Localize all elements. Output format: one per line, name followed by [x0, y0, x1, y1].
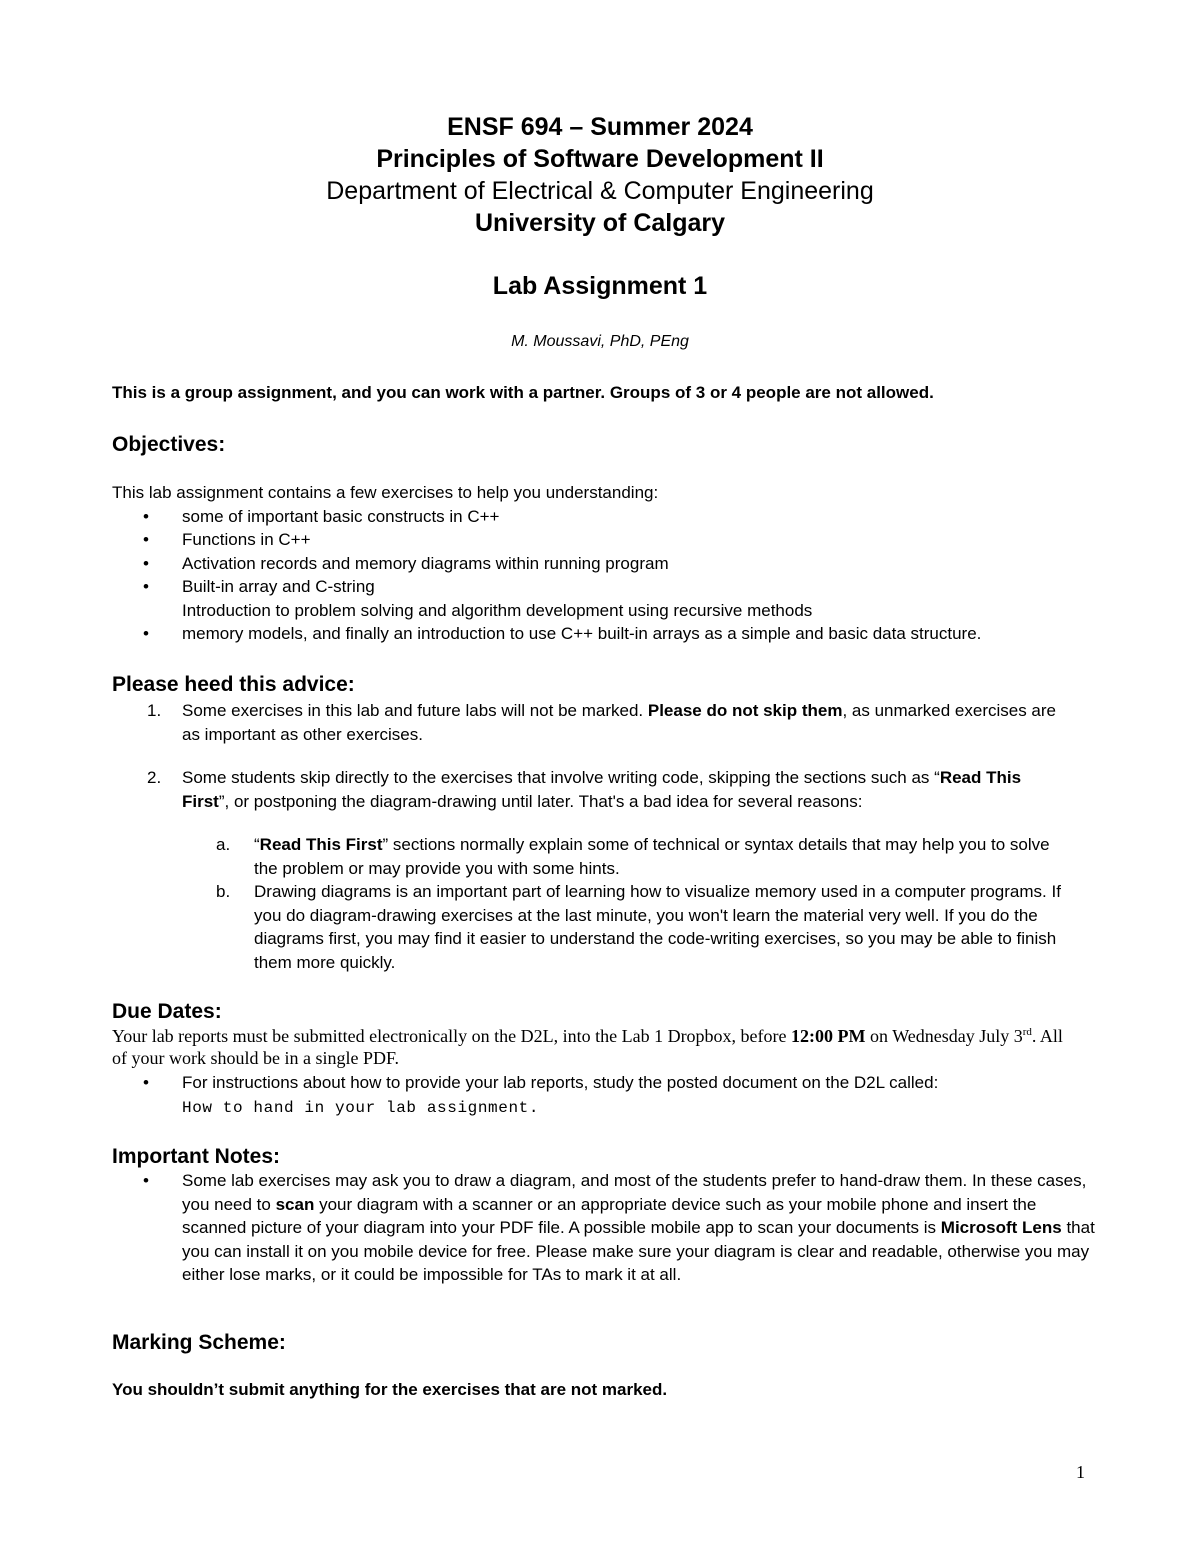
- department: Department of Electrical & Computer Engineering: [326, 177, 874, 205]
- notes-section: [112, 1169, 1102, 1287]
- advice-sub-a: a. “Read This First” sections normally explain some of technical or syntax details that may help you to solve the problem or may provide you with some hints.: [216, 835, 1050, 878]
- bullet: •: [143, 553, 149, 573]
- group-note: This is a group assignment, and you can work with a partner. Groups of 3 or 4 people are not allowed.: [112, 383, 934, 402]
- list-item: • some of important basic constructs in C++: [112, 505, 1112, 529]
- doc-name: How to hand in your lab assignment.: [182, 1098, 540, 1117]
- course-code: ENSF 694 – Summer 2024: [447, 113, 753, 141]
- notes-heading: Important Notes:: [112, 1145, 280, 1168]
- advice-sub-b: b. Drawing diagrams is an important part of learning how to visualize memory used in a computer programs. If you do diagram-drawing exercises at the last minute, you won't learn the material very well. If you do the diagrams first, you may find it easier to understand the code-writing exercises, so you may be able to finish them more quickly.: [216, 882, 1061, 972]
- course-title: Principles of Software Development II: [376, 145, 824, 173]
- list-item: • Built-in array and C-string Introduction to problem solving and algorithm development using recursive methods: [143, 577, 813, 620]
- advice-item-2: 2. Some students skip directly to the exercises that involve writing code, skipping the sections such as “Read This First”, or postponing the diagram-drawing until later. That's a bad idea for several reasons:: [147, 768, 1022, 811]
- objectives-section: [112, 481, 1112, 646]
- advice-section: [112, 699, 1072, 974]
- list-item: • For instructions about how to provide your lab reports, study the posted document on the D2L called: How to hand in your lab assignment.: [143, 1073, 939, 1117]
- author: M. Moussavi, PhD, PEng: [511, 333, 689, 350]
- page-number: 1: [1076, 1462, 1085, 1482]
- due-text: Your lab reports must be submitted electronically on the D2L, into the Lab 1 Dropbox, before 12:00 PM on Wednesday July 3rd. All of your work should be in a single PDF.: [112, 1026, 1063, 1068]
- list-item-continuation: Introduction to problem solving and algorithm development using recursive methods: [182, 600, 813, 620]
- objectives-list: [112, 505, 1112, 646]
- marking-note: You shouldn’t submit anything for the exercises that are not marked.: [112, 1380, 668, 1399]
- due-time: 12:00 PM: [791, 1026, 866, 1046]
- bullet: •: [143, 1171, 149, 1190]
- objectives-heading: Objectives:: [112, 433, 226, 456]
- list-item: • Some lab exercises may ask you to draw a diagram, and most of the students prefer to hand-draw them. In these cases, you need to scan your diagram with a scanner or an appropriate device such as your mobile phone and insert the scanned picture of your diagram into your PDF file. A possible mobile app to scan your documents is Microsoft Lens that you can install it on you mobile device for free. Please make sure your diagram is clear and readable, otherwise you may either lose marks, or it could be impossible for TAs to mark it at all.: [143, 1171, 1095, 1284]
- lab-title: Lab Assignment 1: [492, 272, 708, 300]
- advice-item-1: 1. Some exercises in this lab and future labs will not be marked. Please do not skip them, as unmarked exercises are as important as other exercises.: [147, 701, 1057, 744]
- list-item: • Activation records and memory diagrams within running program: [112, 552, 1112, 576]
- objectives-intro: This lab assignment contains a few exercises to help you understanding:: [112, 483, 659, 502]
- university: University of Calgary: [474, 209, 726, 237]
- due-bullet: [112, 1071, 1102, 1120]
- advice-heading: Please heed this advice:: [112, 673, 355, 696]
- bullet: •: [143, 530, 149, 549]
- bullet: •: [143, 506, 149, 526]
- bullet: •: [143, 624, 149, 643]
- marking-heading: Marking Scheme:: [112, 1331, 286, 1354]
- bullet: •: [143, 1073, 149, 1092]
- list-item: • Functions in C++: [112, 528, 1112, 552]
- list-item: • memory models, and finally an introduction to use C++ built-in arrays as a simple and basic data structure.: [112, 622, 1112, 646]
- bullet: •: [143, 577, 149, 596]
- due-heading: Due Dates:: [112, 1000, 222, 1023]
